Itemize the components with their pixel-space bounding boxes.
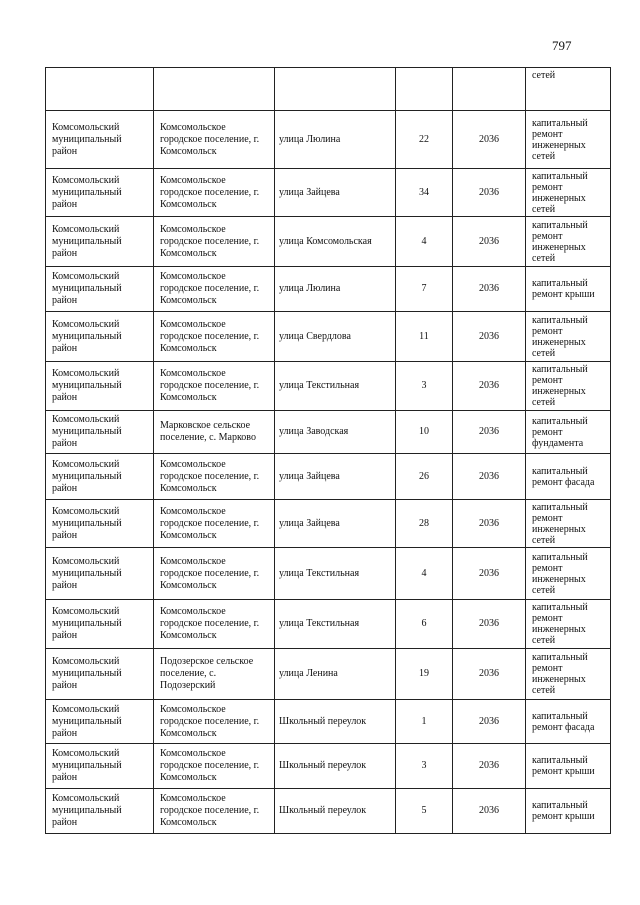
street-text: улица Люлина: [279, 133, 341, 145]
district-text: Комсомольский муниципальный район: [52, 748, 122, 783]
settlement-cell: [154, 700, 275, 744]
year-cell: [453, 169, 526, 217]
table-row: [46, 362, 611, 411]
settlement-cell: [154, 267, 275, 312]
settlement-cell: [154, 454, 275, 500]
table-row: [46, 744, 611, 789]
year-text: 2036: [479, 805, 499, 816]
street-text: улица Комсомольская: [279, 235, 372, 247]
work-cell: [526, 68, 611, 111]
house-cell: [396, 169, 453, 217]
district-text: Комсомольский муниципальный район: [52, 271, 122, 306]
district-text: Комсомольский муниципальный район: [52, 505, 122, 541]
settlement-text: Комсомольское городское поселение, г. Комсомольск: [160, 368, 260, 403]
year-cell: [453, 789, 526, 834]
settlement-text: Комсомольское городское поселение, г. Комсомольск: [160, 174, 260, 210]
house-cell: [396, 217, 453, 267]
work-text: капитальный ремонт инженерных сетей: [532, 364, 588, 408]
street-text: улица Зайцева: [279, 517, 340, 529]
year-cell: [453, 500, 526, 548]
work-cell: [526, 548, 611, 600]
year-cell: [453, 217, 526, 267]
table-row: [46, 649, 611, 700]
house-text: 22: [419, 133, 429, 145]
settlement-text: Подозерское сельское поселение, с. Подозерский: [160, 656, 254, 691]
settlement-cell: [154, 789, 275, 834]
settlement-cell: [154, 312, 275, 362]
settlement-text: Комсомольское городское поселение, г. Комсомольск: [160, 458, 260, 494]
house-cell: [396, 600, 453, 649]
street-cell: [275, 217, 396, 267]
page-number: 797: [552, 38, 572, 53]
table-row: [46, 217, 611, 267]
year-cell: [453, 700, 526, 744]
district-text: Комсомольский муниципальный район: [52, 368, 122, 403]
settlement-text: Комсомольское городское поселение, г. Комсомольск: [160, 793, 260, 828]
street-text: улица Текстильная: [279, 380, 360, 391]
settlement-text: Комсомольское городское поселение, г. Комсомольск: [160, 121, 260, 157]
house-cell: [396, 312, 453, 362]
house-cell: [396, 649, 453, 700]
table-row: [46, 169, 611, 217]
street-text: Школьный переулок: [279, 715, 367, 727]
work-cell: [526, 217, 611, 267]
district-text: Комсомольский муниципальный район: [52, 606, 122, 641]
district-text: Комсомольский муниципальный район: [52, 121, 122, 157]
district-cell: [46, 362, 154, 411]
work-text: капитальный ремонт инженерных сетей: [532, 501, 588, 546]
street-text: улица Люлина: [279, 283, 341, 294]
year-cell: [453, 600, 526, 649]
year-text: 2036: [479, 380, 499, 391]
street-cell: [275, 267, 396, 312]
settlement-text: Комсомольское городское поселение, г. Комсомольск: [160, 748, 260, 783]
work-cell: [526, 649, 611, 700]
house-text: 11: [419, 330, 429, 342]
house-text: 34: [419, 186, 429, 198]
settlement-cell: [154, 111, 275, 169]
year-text: 2036: [479, 330, 499, 342]
street-cell: [275, 500, 396, 548]
work-text: капитальный ремонт инженерных сетей: [532, 314, 588, 359]
settlement-cell: [154, 649, 275, 700]
house-text: 4: [421, 235, 427, 247]
settlement-text: Комсомольское городское поселение, г. Комсомольск: [160, 223, 260, 259]
settlement-cell: [154, 68, 275, 111]
house-cell: [396, 500, 453, 548]
settlement-cell: [154, 744, 275, 789]
settlement-text: Комсомольское городское поселение, г. Комсомольск: [160, 555, 260, 591]
table-row: [46, 700, 611, 744]
street-cell: [275, 312, 396, 362]
district-cell: [46, 548, 154, 600]
year-text: 2036: [479, 517, 499, 529]
year-text: 2036: [479, 618, 499, 629]
house-text: 19: [419, 668, 429, 679]
table-row: [46, 548, 611, 600]
work-text: капитальный ремонт инженерных сетей: [532, 551, 588, 596]
district-cell: [46, 744, 154, 789]
work-cell: [526, 600, 611, 649]
district-text: Комсомольский муниципальный район: [52, 318, 122, 354]
district-text: Комсомольский муниципальный район: [52, 458, 122, 494]
house-cell: [396, 267, 453, 312]
house-text: 3: [421, 380, 427, 391]
district-cell: [46, 169, 154, 217]
year-cell: [453, 649, 526, 700]
work-text: капитальный ремонт крыши: [532, 755, 595, 777]
work-text: капитальный ремонт инженерных сетей: [532, 652, 588, 696]
work-cell: [526, 169, 611, 217]
street-text: улица Заводская: [279, 426, 349, 437]
work-text: капитальный ремонт крыши: [532, 800, 595, 822]
year-cell: [453, 548, 526, 600]
year-text: 2036: [479, 426, 499, 437]
year-cell: [453, 111, 526, 169]
work-cell: [526, 454, 611, 500]
work-text: капитальный ремонт фундамента: [532, 415, 588, 449]
work-text: капитальный ремонт крыши: [532, 278, 595, 300]
settlement-text: Комсомольское городское поселение, г. Комсомольск: [160, 703, 260, 739]
house-cell: [396, 789, 453, 834]
settlement-text: Марковское сельское поселение, с. Марково: [160, 420, 256, 443]
street-text: улица Текстильная: [279, 618, 360, 629]
year-text: 2036: [479, 760, 499, 771]
district-cell: [46, 111, 154, 169]
house-text: 7: [421, 283, 427, 294]
year-text: 2036: [479, 133, 499, 145]
table-row: [46, 267, 611, 312]
district-cell: [46, 312, 154, 362]
work-text: капитальный ремонт инженерных сетей: [532, 602, 588, 646]
street-cell: [275, 411, 396, 454]
district-cell: [46, 789, 154, 834]
district-text: Комсомольский муниципальный район: [52, 793, 122, 828]
table-row: [46, 312, 611, 362]
year-cell: [453, 68, 526, 111]
district-cell: [46, 649, 154, 700]
continuation-row: [46, 68, 611, 111]
house-cell: [396, 454, 453, 500]
year-text: 2036: [479, 186, 499, 198]
work-cell: [526, 312, 611, 362]
street-cell: [275, 111, 396, 169]
table-row: [46, 111, 611, 169]
street-cell: [275, 548, 396, 600]
repair-schedule-table: [45, 67, 611, 834]
settlement-text: Комсомольское городское поселение, г. Комсомольск: [160, 505, 260, 541]
work-cell: [526, 111, 611, 169]
district-cell: [46, 600, 154, 649]
district-cell: [46, 454, 154, 500]
year-text: 2036: [479, 283, 499, 294]
district-text: Комсомольский муниципальный район: [52, 174, 122, 210]
work-cell: [526, 267, 611, 312]
work-cell: [526, 744, 611, 789]
year-cell: [453, 362, 526, 411]
house-text: 26: [419, 470, 429, 482]
district-cell: [46, 267, 154, 312]
work-text: сетей: [532, 70, 556, 81]
district-text: Комсомольский муниципальный район: [52, 656, 122, 691]
street-cell: [275, 789, 396, 834]
house-text: 6: [421, 618, 427, 629]
street-text: улица Свердлова: [279, 330, 351, 342]
house-text: 10: [419, 426, 429, 437]
house-cell: [396, 548, 453, 600]
work-cell: [526, 362, 611, 411]
house-text: 3: [421, 760, 427, 771]
house-cell: [396, 68, 453, 111]
table-row: [46, 789, 611, 834]
district-cell: [46, 500, 154, 548]
year-cell: [453, 454, 526, 500]
table-row: [46, 411, 611, 454]
street-cell: [275, 68, 396, 111]
year-cell: [453, 744, 526, 789]
street-text: улица Текстильная: [279, 567, 360, 579]
year-text: 2036: [479, 715, 499, 727]
settlement-cell: [154, 500, 275, 548]
table-row: [46, 454, 611, 500]
settlement-text: Комсомольское городское поселение, г. Комсомольск: [160, 606, 260, 641]
work-cell: [526, 789, 611, 834]
work-text: капитальный ремонт фасада: [532, 710, 595, 733]
district-cell: [46, 68, 154, 111]
year-text: 2036: [479, 668, 499, 679]
house-cell: [396, 111, 453, 169]
work-text: капитальный ремонт инженерных сетей: [532, 117, 588, 162]
street-cell: [275, 454, 396, 500]
table-row: [46, 500, 611, 548]
year-cell: [453, 312, 526, 362]
house-text: 4: [421, 567, 427, 579]
street-cell: [275, 700, 396, 744]
work-text: капитальный ремонт фасада: [532, 465, 595, 488]
street-cell: [275, 600, 396, 649]
work-cell: [526, 700, 611, 744]
house-cell: [396, 362, 453, 411]
year-text: 2036: [479, 235, 499, 247]
work-cell: [526, 411, 611, 454]
table-body: [46, 68, 611, 834]
district-text: Комсомольский муниципальный район: [52, 703, 122, 739]
settlement-cell: [154, 548, 275, 600]
house-text: 5: [421, 805, 427, 816]
year-text: 2036: [479, 470, 499, 482]
settlement-cell: [154, 169, 275, 217]
street-text: улица Зайцева: [279, 470, 340, 482]
street-cell: [275, 169, 396, 217]
year-cell: [453, 267, 526, 312]
settlement-text: Комсомольское городское поселение, г. Комсомольск: [160, 318, 260, 354]
street-cell: [275, 362, 396, 411]
work-text: капитальный ремонт инженерных сетей: [532, 219, 588, 264]
district-cell: [46, 700, 154, 744]
house-cell: [396, 700, 453, 744]
settlement-cell: [154, 217, 275, 267]
year-text: 2036: [479, 567, 499, 579]
street-text: Школьный переулок: [279, 805, 367, 816]
settlement-cell: [154, 411, 275, 454]
street-cell: [275, 744, 396, 789]
street-text: улица Ленина: [279, 668, 338, 679]
district-text: Комсомольский муниципальный район: [52, 555, 122, 591]
house-cell: [396, 411, 453, 454]
work-cell: [526, 500, 611, 548]
street-text: Школьный переулок: [279, 760, 367, 771]
settlement-text: Комсомольское городское поселение, г. Комсомольск: [160, 271, 260, 306]
district-text: Комсомольский муниципальный район: [52, 414, 122, 449]
settlement-cell: [154, 362, 275, 411]
house-text: 1: [421, 715, 427, 727]
work-text: капитальный ремонт инженерных сетей: [532, 170, 588, 215]
district-text: Комсомольский муниципальный район: [52, 223, 122, 259]
district-cell: [46, 411, 154, 454]
street-text: улица Зайцева: [279, 186, 340, 198]
house-text: 28: [419, 517, 429, 529]
house-cell: [396, 744, 453, 789]
district-cell: [46, 217, 154, 267]
settlement-cell: [154, 600, 275, 649]
year-cell: [453, 411, 526, 454]
table-row: [46, 600, 611, 649]
street-cell: [275, 649, 396, 700]
